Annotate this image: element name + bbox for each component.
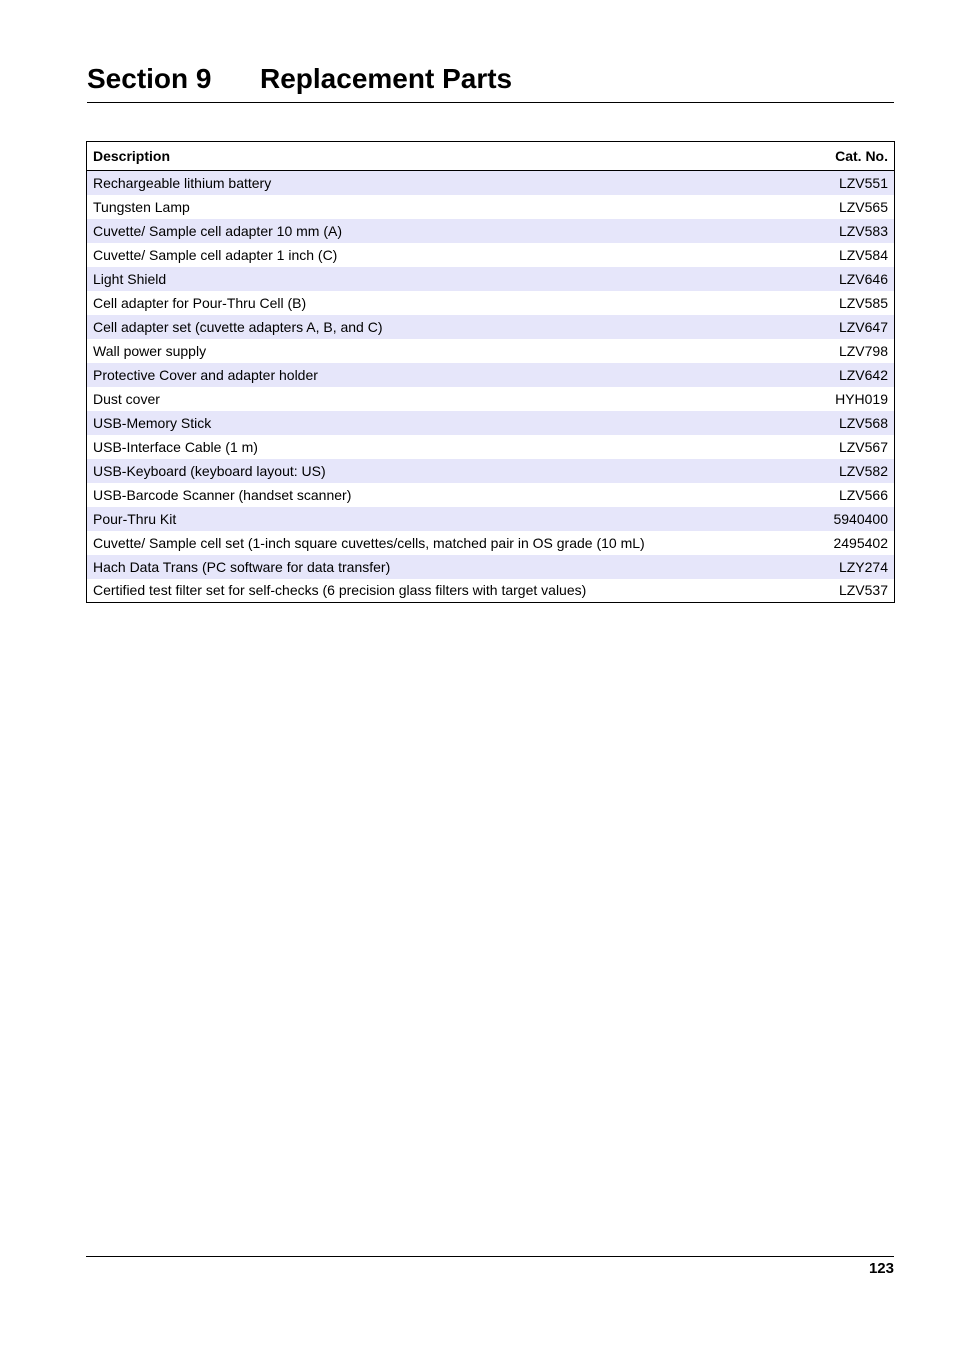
part-cat-no: 5940400 <box>809 507 895 531</box>
table-header-row <box>87 142 895 171</box>
column-header-description: Description <box>87 142 809 171</box>
part-cat-no: LZV551 <box>809 171 895 195</box>
part-description: Cuvette/ Sample cell adapter 1 inch (C) <box>87 243 809 267</box>
part-description: Dust cover <box>87 387 809 411</box>
part-description: Protective Cover and adapter holder <box>87 363 809 387</box>
table-row <box>87 507 895 531</box>
table-row <box>87 363 895 387</box>
part-cat-no: LZV647 <box>809 315 895 339</box>
part-description: USB-Memory Stick <box>87 411 809 435</box>
table-row <box>87 387 895 411</box>
part-description: Wall power supply <box>87 339 809 363</box>
part-cat-no: LZV798 <box>809 339 895 363</box>
part-description: Cuvette/ Sample cell adapter 10 mm (A) <box>87 219 809 243</box>
part-description: Certified test filter set for self-checks (6 precision glass filters with target values) <box>87 579 809 603</box>
part-cat-no: 2495402 <box>809 531 895 555</box>
table-row <box>87 291 895 315</box>
part-cat-no: HYH019 <box>809 387 895 411</box>
replacement-parts-table <box>86 141 895 603</box>
table-row <box>87 195 895 219</box>
table-row <box>87 435 895 459</box>
part-cat-no: LZV585 <box>809 291 895 315</box>
page-footer <box>86 1256 894 1280</box>
column-header-cat-no: Cat. No. <box>809 142 895 171</box>
part-description: USB-Keyboard (keyboard layout: US) <box>87 459 809 483</box>
part-cat-no: LZV642 <box>809 363 895 387</box>
part-cat-no: LZV537 <box>809 579 895 603</box>
part-description: USB-Barcode Scanner (handset scanner) <box>87 483 809 507</box>
part-cat-no: LZV583 <box>809 219 895 243</box>
table-row <box>87 555 895 579</box>
part-cat-no: LZV565 <box>809 195 895 219</box>
table-row <box>87 267 895 291</box>
section-number: Section 9 <box>87 63 212 94</box>
table-row <box>87 171 895 195</box>
part-description: USB-Interface Cable (1 m) <box>87 435 809 459</box>
part-description: Tungsten Lamp <box>87 195 809 219</box>
table-row <box>87 483 895 507</box>
table-row <box>87 219 895 243</box>
table-row <box>87 531 895 555</box>
part-cat-no: LZV567 <box>809 435 895 459</box>
part-cat-no: LZV582 <box>809 459 895 483</box>
part-description: Cuvette/ Sample cell set (1-inch square cuvettes/cells, matched pair in OS grade (10 mL) <box>87 531 809 555</box>
part-description: Pour-Thru Kit <box>87 507 809 531</box>
part-cat-no: LZV566 <box>809 483 895 507</box>
part-cat-no: LZV568 <box>809 411 895 435</box>
table-row <box>87 459 895 483</box>
part-cat-no: LZV584 <box>809 243 895 267</box>
page-title: Replacement Parts <box>260 63 513 94</box>
table-row <box>87 243 895 267</box>
part-description: Hach Data Trans (PC software for data transfer) <box>87 555 809 579</box>
part-cat-no: LZV646 <box>809 267 895 291</box>
part-description: Cell adapter set (cuvette adapters A, B, and C) <box>87 315 809 339</box>
part-cat-no: LZY274 <box>809 555 895 579</box>
table-row <box>87 579 895 603</box>
part-description: Cell adapter for Pour-Thru Cell (B) <box>87 291 809 315</box>
table-row <box>87 315 895 339</box>
table-row <box>87 339 895 363</box>
part-description: Light Shield <box>87 267 809 291</box>
part-description: Rechargeable lithium battery <box>87 171 809 195</box>
page-header <box>87 58 894 103</box>
table-row <box>87 411 895 435</box>
page-number: 123 <box>868 1260 894 1277</box>
